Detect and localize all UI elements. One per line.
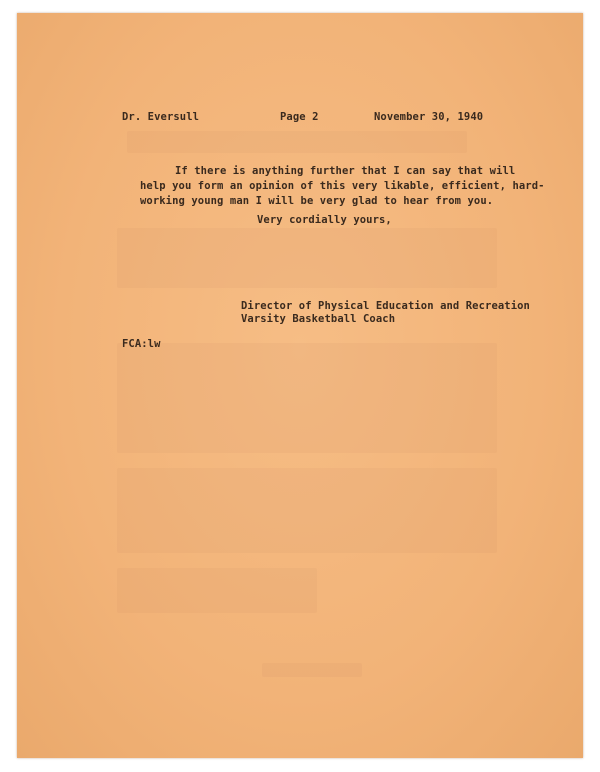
bleed-through-shadow — [117, 228, 497, 288]
letter-date: November 30, 1940 — [374, 111, 484, 123]
page-number: Page 2 — [280, 111, 319, 123]
recipient-name: Dr. Eversull — [122, 111, 200, 123]
body-line-3: working young man I will be very glad to hear from you. — [140, 195, 494, 207]
bleed-through-shadow — [262, 663, 362, 677]
body-line-2: help you form an opinion of this very likable, efficient, hard- — [140, 180, 545, 192]
closing-salutation: Very cordially yours, — [257, 214, 392, 226]
bleed-through-shadow — [117, 468, 497, 553]
bleed-through-shadow — [117, 343, 497, 453]
signature-title-1: Director of Physical Education and Recreation — [241, 300, 530, 312]
bleed-through-shadow — [127, 131, 467, 153]
signature-title-2: Varsity Basketball Coach — [241, 313, 396, 325]
typist-initials: FCA:lw — [122, 338, 161, 350]
letter-page — [17, 13, 583, 758]
bleed-through-shadow — [117, 568, 317, 613]
body-line-1: If there is anything further that I can say that will — [175, 165, 516, 177]
